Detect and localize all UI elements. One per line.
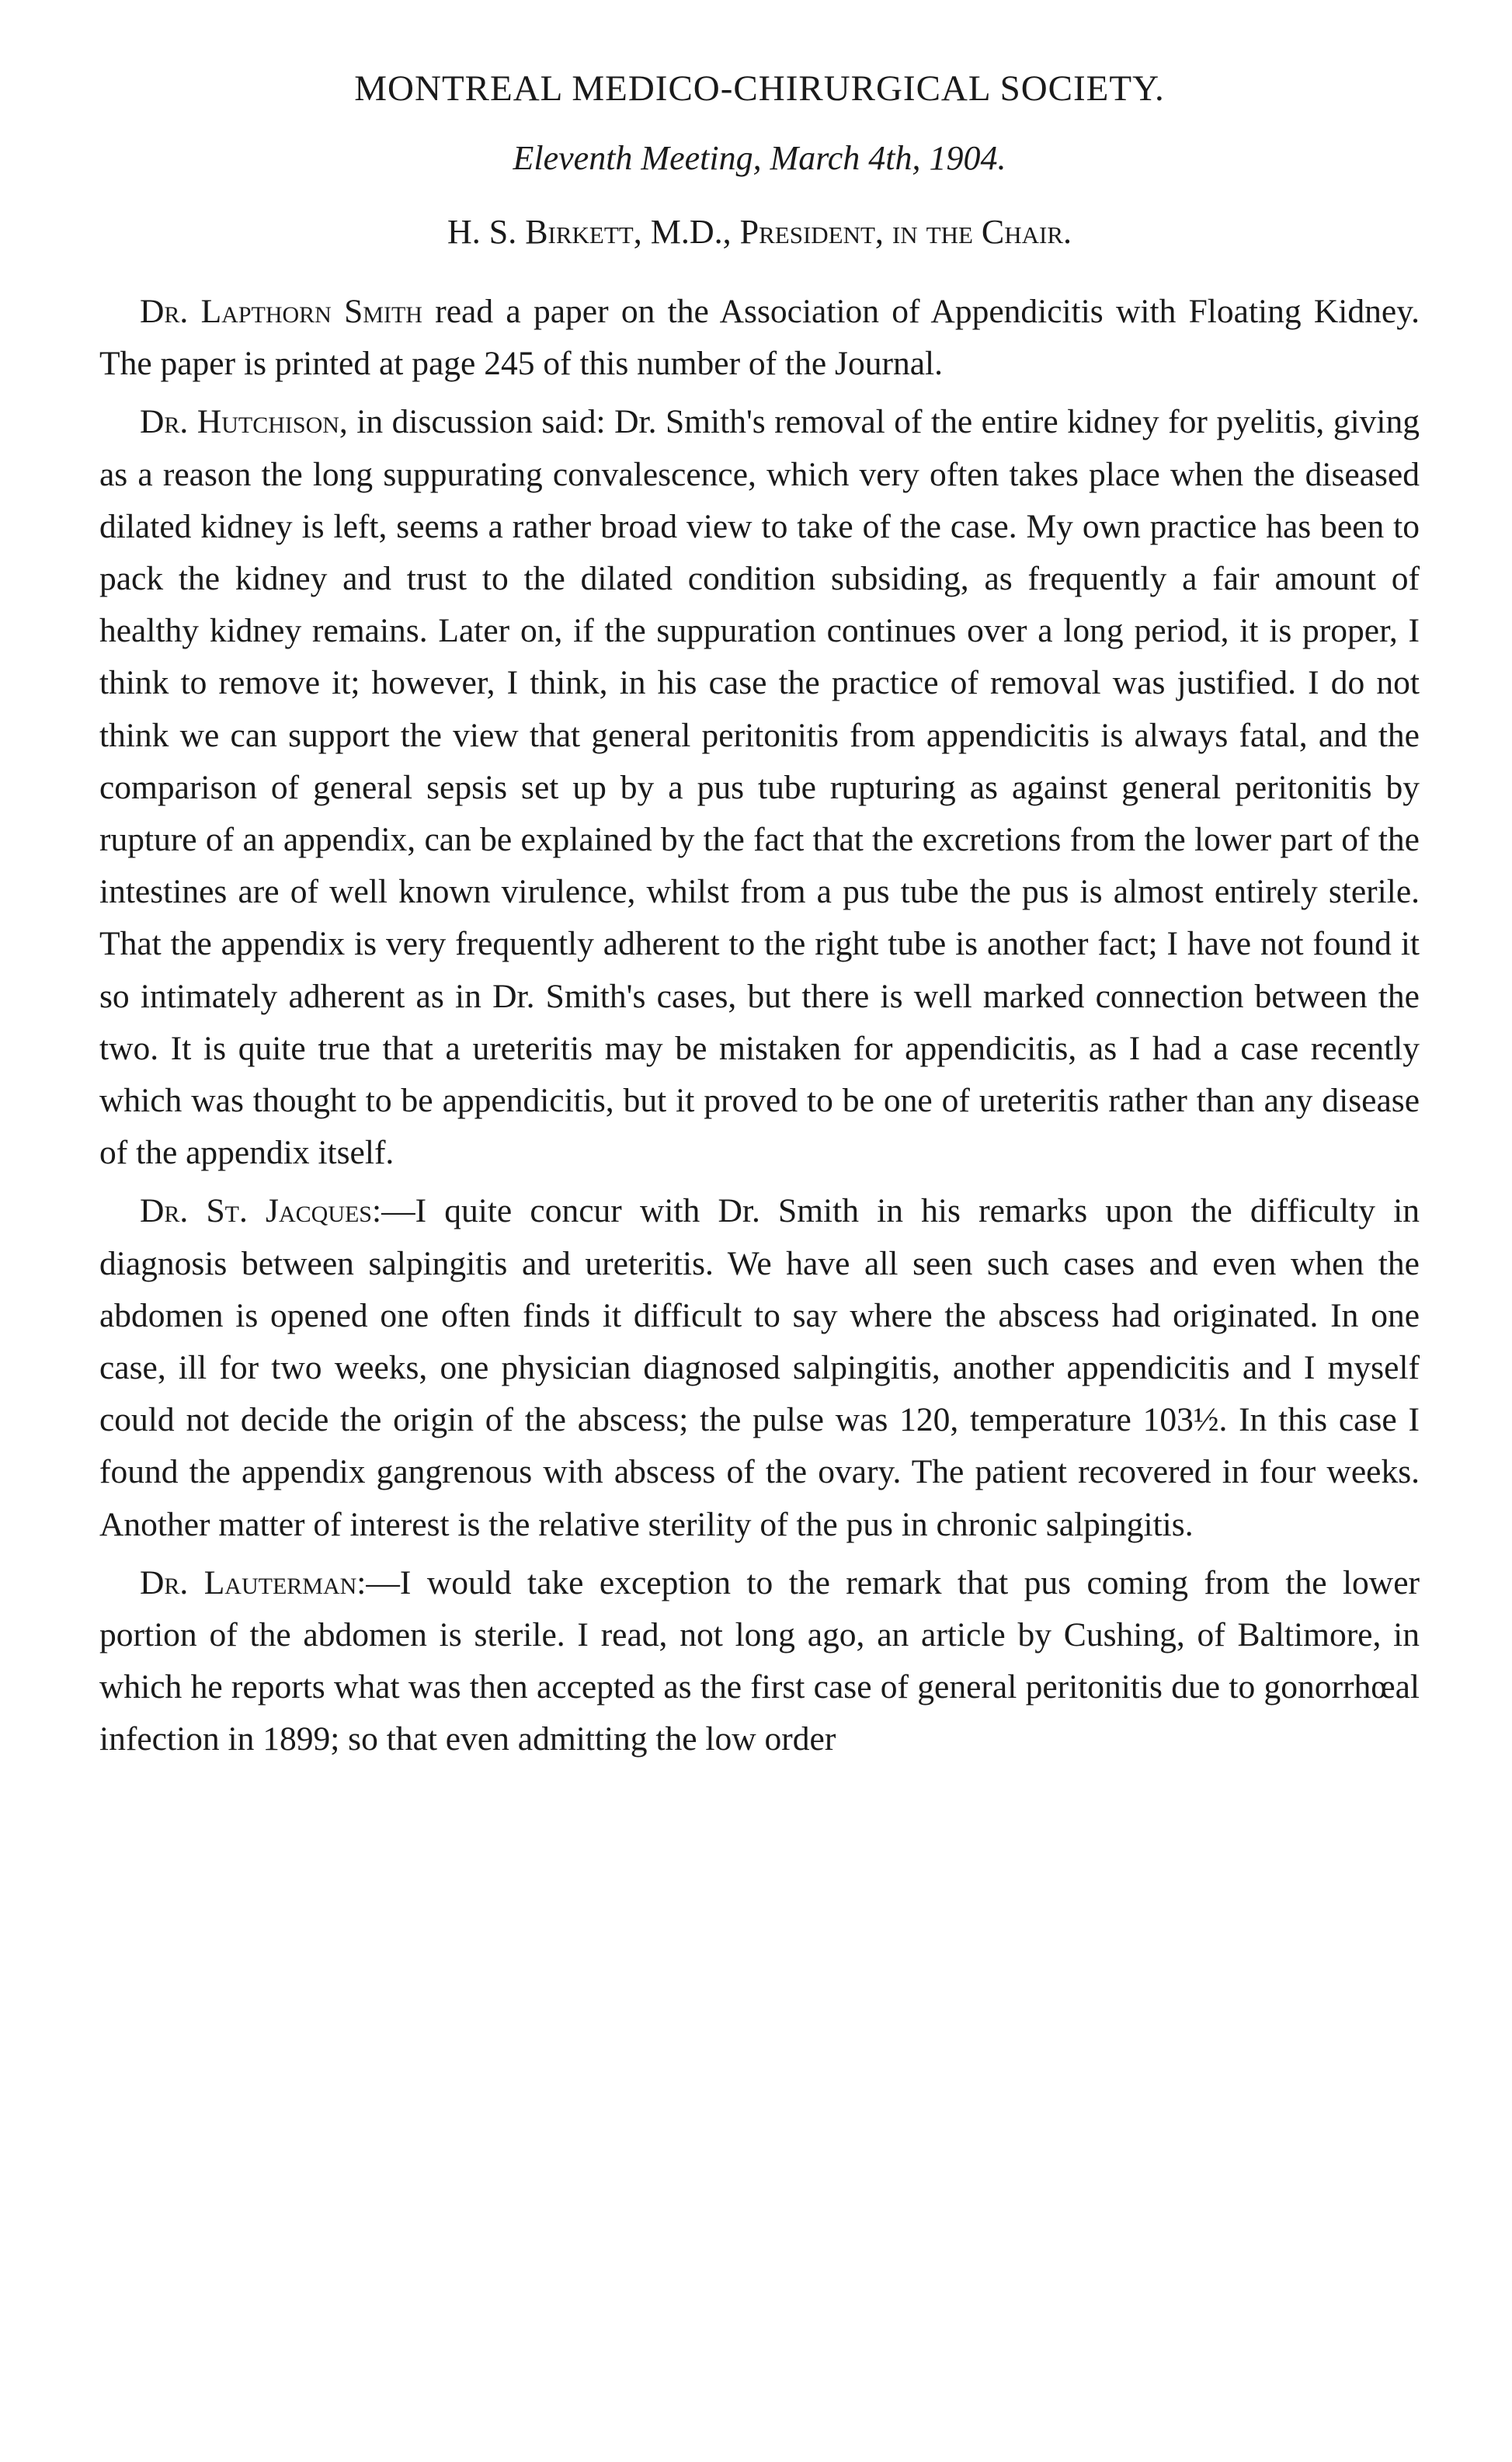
paragraph-hutchison — [99, 396, 1420, 1179]
meeting-line: Eleventh Meeting, March 4th, 1904. — [513, 139, 1006, 178]
paragraph-text: read a paper on the Association of Appendicitis with Floating Kidney. The paper is printed at page 245 of this number of the Journal. — [99, 292, 1420, 383]
paragraph-smith — [99, 286, 1420, 390]
chair-role: President, in the Chair. — [739, 213, 1072, 252]
speaker-name: Dr. Lapthorn Smith — [140, 292, 422, 330]
paragraph-text: in discussion said: Dr. Smith's removal of the entire kidney for pyelitis, giving as a reason the long suppurating convalescence, which very often takes place when the diseased dilated kidney is left, seems a rather broad view to take of the case. My own practice has been to pack the kidney and trust to the dilated condition subsiding, as frequently a fair amount of healthy kidney remains. Later on, if the suppuration continues over a long period, it is proper, I think to remove it; however, I think, in his case the practice of removal was justified. I do not think we can support the view that general peritonitis from appendicitis is always fatal, and the comparison of general sepsis set up by a pus tube rupturing as against general peritonitis by rupture of an appendix, can be explained by the fact that the excretions from the lower part of the intestines are of well known virulence, whilst from a pus tube the pus is almost entirely sterile. That the appendix is very frequently adherent to the right tube is another fact; I have not found it so intimately adherent as in Dr. Smith's cases, but there is well marked connection between the two. It is quite true that a ureteritis may be mistaken for appendicitis, as I had a case recently which was thought to be appendicitis, but it proved to be one of ureteritis rather than any disease of the appendix itself. — [99, 403, 1420, 1172]
paragraph-text: —I would take exception to the remark that pus coming from the lower portion of the abdomen is sterile. I read, not long ago, an article by Cushing, of Baltimore, in which he reports what was then accepted as the first case of general peritonitis due to gonorrhœal infection in 1899; so that even admitting the low order — [99, 1563, 1420, 1758]
paragraph-lauterman — [99, 1557, 1420, 1766]
paragraph-st-jacques — [99, 1185, 1420, 1550]
society-title: MONTREAL MEDICO-CHIRURGICAL SOCIETY. — [354, 68, 1165, 109]
paragraph-text: —I quite concur with Dr. Smith in his remarks upon the difficulty in diagnosis between salpingitis and ureteritis. We have all seen such cases and even when the abdomen is opened one often finds it difficult to say where the abscess had originated. In one case, ill for two weeks, one physician diagnosed salpingitis, another appendicitis and I myself could not decide the origin of the abscess; the pulse was 120, temperature 103½. In this case I found the appendix gangrenous with abscess of the ovary. The patient recovered in four weeks. Another matter of interest is the relative sterility of the pus in chronic salpingitis. — [99, 1192, 1420, 1543]
chair-name: H. S. Birkett, M.D., — [447, 213, 732, 252]
document-page — [99, 67, 1420, 1772]
chair-line — [99, 212, 1420, 253]
speaker-name: Dr. St. Jacques: — [140, 1192, 382, 1230]
speaker-name: Dr. Hutchison, — [140, 403, 348, 441]
speaker-name: Dr. Lauterman: — [140, 1563, 367, 1601]
